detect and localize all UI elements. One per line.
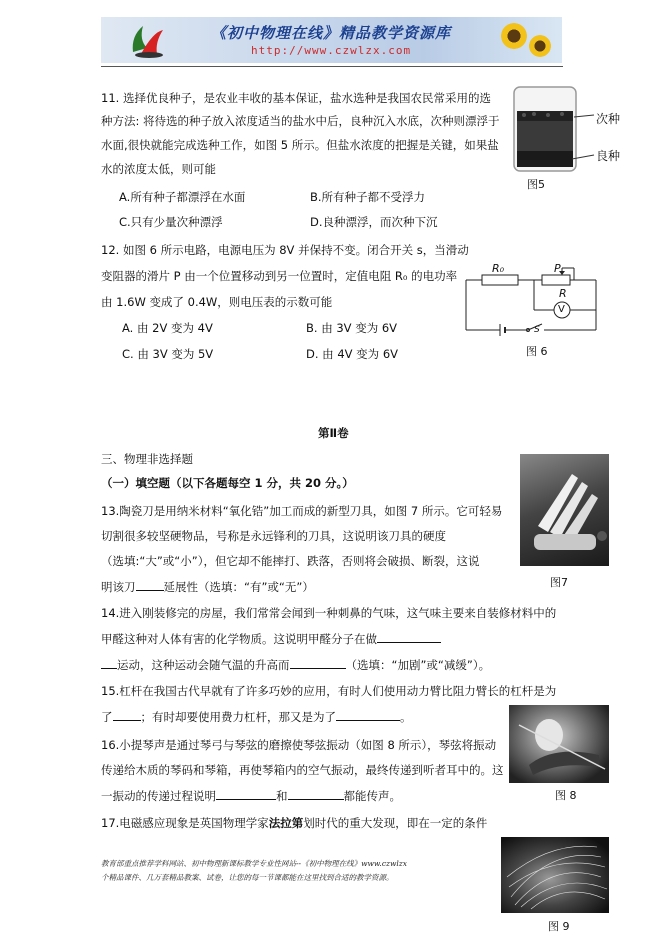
q12-line-3: 由 1.6W 变成了 0.4W，则电压表的示数可能 [101,295,333,309]
q14-line-2 [101,631,441,647]
q14-answer-blank-2[interactable] [290,657,346,669]
q12-option-a: A. 由 2V 变为 4V [122,321,213,335]
r-label: R [559,287,567,300]
q12-option-c: C. 由 3V 变为 5V [122,347,214,361]
knife-icon [520,454,609,566]
q15-answer-blank-2[interactable] [336,709,400,721]
q17-text-a: 17.电磁感应现象是英国物理学家 [101,816,269,830]
footer-line-2: 个精品课件、几万套精品教案、试卷，让您的每一节课都能在这里找到合适的教学资源。 [101,873,394,882]
q17-text-c: 划时代的重大发现，即在一定的条件 [303,816,488,830]
fig5-caption: 图5 [527,178,545,191]
q16-line-2: 传递给木质的琴码和琴箱，再使琴箱内的空气振动，最终传递到听者耳中的。这 [101,763,504,777]
fig7-caption: 图7 [550,576,568,589]
q12-line-2: 变阻器的滑片 P 由一个位置移动到另一位置时，定值电阻 R₀ 的电功率 [101,269,458,283]
q17-faraday: 法拉第 [268,816,304,830]
q12-option-d: D. 由 4V 变为 6V [306,347,398,361]
q11-line-3: 水面,很快就能完成选种工作，如图 5 所示。但盐水浓度的把握是关键，如果盐 [101,138,499,152]
q13-line-4 [101,579,314,595]
banner-title: 《初中物理在线》精品教学资源库 [211,24,452,42]
section-part: 三、物理非选择题 [101,452,193,466]
q13-answer-blank[interactable] [136,579,164,591]
q15-answer-blank-1[interactable] [113,709,141,721]
q11-option-a: A.所有种子都漂浮在水面 [119,190,246,204]
q16-line-3-c: 都能传声。 [343,789,401,803]
q14-answer-blank-1[interactable] [377,631,441,643]
q16-line-1: 16.小提琴声是通过琴弓与琴弦的磨擦使琴弦振动（如图 8 所示），琴弦将振动 [101,738,497,752]
magnetic-field-photo [501,837,609,913]
q14-answer-blank-1-cont[interactable] [101,657,117,669]
q14-line-1: 14.进入刚装修完的房屋，我们常常会闻到一种刺鼻的气味，这气味主要来自装修材料中的 [101,606,557,620]
q15-line-2 [101,709,412,725]
beaker-figure [508,85,598,173]
q13-line-3: （选填:“大”或“小”），但它却不能摔打、跌落，否则将会破损、断裂，这说 [101,554,480,568]
q12-option-b: B. 由 3V 变为 6V [306,321,398,335]
q16-answer-blank-1[interactable] [216,788,276,800]
q13-line-1: 13.陶瓷刀是用纳米材料“氧化锆”加工而成的新型刀具，如图 7 所示。它可轻易 [101,504,503,518]
footer-line-1: 教育部重点推荐学科网站、初中物理新课标教学专业性网站--《初中物理在线》www.czwlzx [101,859,407,868]
q12-line-1: 12. 如图 6 所示电路，电源电压为 8V 并保持不变。闭合开关 s，当滑动 [101,243,469,257]
q14-line-3-tail: （选填：“加剧”或“减缓”）。 [345,658,491,672]
q13-line-4-text: 明该刀 [101,580,136,594]
q14-line-3 [101,657,490,673]
q16-answer-blank-2[interactable] [288,788,344,800]
fig6-caption: 图 6 [526,345,548,358]
section-title: 第Ⅱ卷 [318,426,349,440]
voltmeter-label: V [558,304,565,315]
circuit-diagram [462,258,602,340]
banner-url: http://www.czwlzx.com [251,44,412,57]
fig8-caption: 图 8 [555,789,577,802]
q15-line-1: 15.杠杆在我国古代早就有了许多巧妙的应用，有时人们使用动力臂比阻力臂长的杠杆是为 [101,684,557,698]
q13-line-2: 切割很多较坚硬物品，号称是永远锋利的刀具，这说明该刀具的硬度 [101,529,446,543]
field-lines-icon [501,837,609,913]
q16-line-3 [101,788,401,804]
violin-photo [509,705,609,783]
ceramic-knife-photo [520,454,609,566]
sunflower-decoration-2 [529,35,551,57]
p-label: P [554,262,561,275]
q13-line-4-tail: 延展性（选填：“有”或“无”） [163,580,314,594]
q16-line-3-b: 和 [276,789,288,803]
fig9-caption: 图 9 [548,920,570,933]
header-rule [101,66,563,67]
q14-line-3-text: 运动，这种运动会随气温的升高而 [117,658,290,672]
q14-line-2-text: 甲醛这种对人体有害的化学物质。这说明甲醛分子在做 [101,632,377,646]
q11-option-c: C.只有少量次种漂浮 [119,215,223,229]
q11-line-2: 种方法: 将待选的种子放入浓度适当的盐水中后，良种沉入水底，次种则漂浮于 [101,114,500,128]
q11-option-d: D.良种漂浮，而次种下沉 [310,215,438,229]
fig5-top-label: 次种 [596,112,621,126]
site-logo-icon [127,22,167,58]
r0-label: R₀ [492,262,505,275]
switch-label: S [534,325,540,335]
q11-option-b: B.所有种子都不受浮力 [310,190,426,204]
section-subtitle: （一）填空题（以下各题每空 1 分，共 20 分。） [101,476,354,490]
sunflower-decoration [501,23,527,49]
q15-line-2-a: 了 [101,710,113,724]
header-banner [101,17,562,63]
violin-icon [509,705,609,783]
q15-line-2-c: 。 [400,710,412,724]
q16-line-3-a: 一振动的传递过程说明 [101,789,216,803]
q17-line-1 [101,815,487,831]
fig5-bottom-label: 良种 [596,149,621,163]
q11-line-4: 水的浓度太低，则可能 [101,162,216,176]
q11-line-1: 11. 选择优良种子，是农业丰收的基本保证，盐水选种是我国农民常采用的选 [101,91,491,105]
q15-line-2-b: ；有时却要使用费力杠杆，那又是为了 [140,710,336,724]
